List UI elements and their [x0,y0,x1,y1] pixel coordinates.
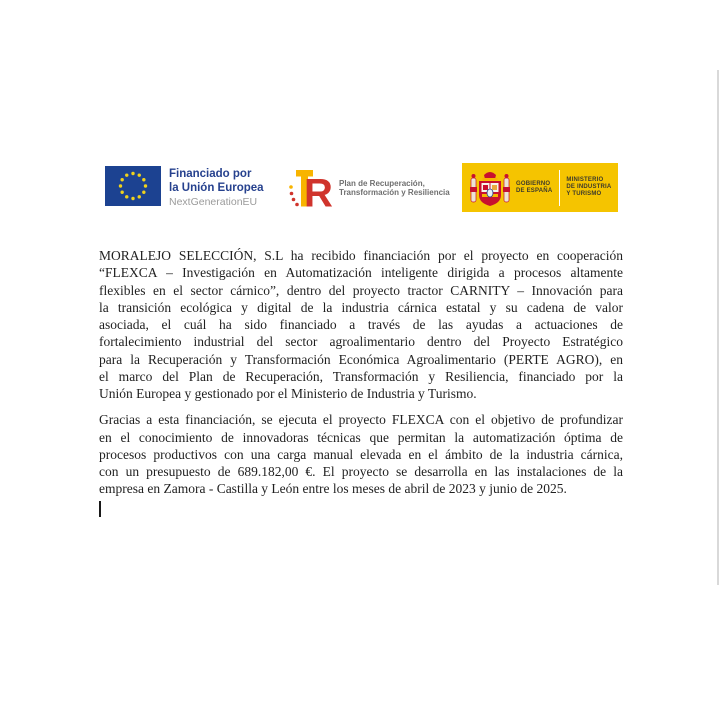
paragraph2-line: Gracias a esta financiación, se ejecuta el proyecto FLEXCA con el objetivo de profundizar [99,412,623,428]
paragraph1-line: MORALEJO SELECCIÓN, S.L ha recibido financiación por el proyecto en cooperación [99,248,623,263]
document-text-area[interactable] [99,247,623,517]
prtr-r-icon [287,165,333,211]
svg-text:R: R [304,171,333,211]
funding-logos-band [105,163,620,213]
spain-coat-of-arms-icon [469,167,511,209]
ministerio-line2: DE INDUSTRIA [566,184,612,190]
eu-flag-icon [105,166,161,206]
ministerio-line1: MINISTERIO [566,177,604,183]
ministerio-line3: Y TURISMO [566,191,602,197]
paragraph1-line: flexibles en el sector cárnico”, dentro del proyecto tractor CARNITY – Innovación para [99,282,623,298]
eu-logo-title-line2: la Unión Europea [169,182,264,194]
paragraph2-line: procesos productivos con una carga manual elevada en el ámbito de la industria cárnica, [99,446,623,462]
gobierno-logo-divider [559,170,560,206]
prtr-logo [287,165,450,211]
gobierno-espana-logo [462,163,618,212]
page-edge-line [717,70,719,585]
paragraph-spacer [99,402,623,411]
text-cursor [99,501,101,517]
paragraph1-line: para la Recuperación y Transformación Económica Agroalimentario (PERTE AGRO), en [99,351,623,367]
gobierno-line1: GOBIERNO [516,180,551,187]
paragraph2-line: con un presupuesto de 689.182,00 €. El proyecto se desarrolla en las instalaciones de la [99,464,623,479]
gobierno-text [516,181,552,195]
ministerio-text [566,177,611,198]
prtr-text-line1: Plan de Recuperación, [339,178,425,188]
eu-logo-subtitle: NextGenerationEU [169,196,258,208]
paragraph1-line: el marco del Plan de Recuperación, Transformación y Resiliencia, financiado por la [99,368,623,384]
paragraph2-line: en el conocimiento de innovadoras técnicas que permitan la automatización óptima de [99,429,623,445]
eu-nextgeneration-logo [105,166,264,209]
paragraph1-line: fortalecimiento industrial del sector agroalimentario dentro del Proyecto Estratégico [99,334,623,350]
eu-logo-title-line1: Financiado por [169,168,252,180]
prtr-logo-text [339,179,450,198]
eu-logo-text [169,166,264,209]
paragraph1-line: asociada, el cuál ha sido financiado a través de las ayudas a actuaciones de [99,317,623,332]
paragraph1-line: la transición ecológica y digital de la industria cárnica estatal y su cadena de valor [99,299,623,315]
paragraph2-line: empresa en Zamora - Castilla y León entre los meses de abril de 2023 y junio de 2025. [99,481,567,497]
paragraph1-line: Unión Europea y gestionado por el Ministerio de Industria y Turismo. [99,386,477,401]
prtr-text-line2: Transformación y Resiliencia [339,188,450,197]
gobierno-line2: DE ESPAÑA [516,187,553,194]
paragraph1-line: “FLEXCA – Investigación en Automatización inteligente dirigida a procesos altamente [99,265,623,281]
